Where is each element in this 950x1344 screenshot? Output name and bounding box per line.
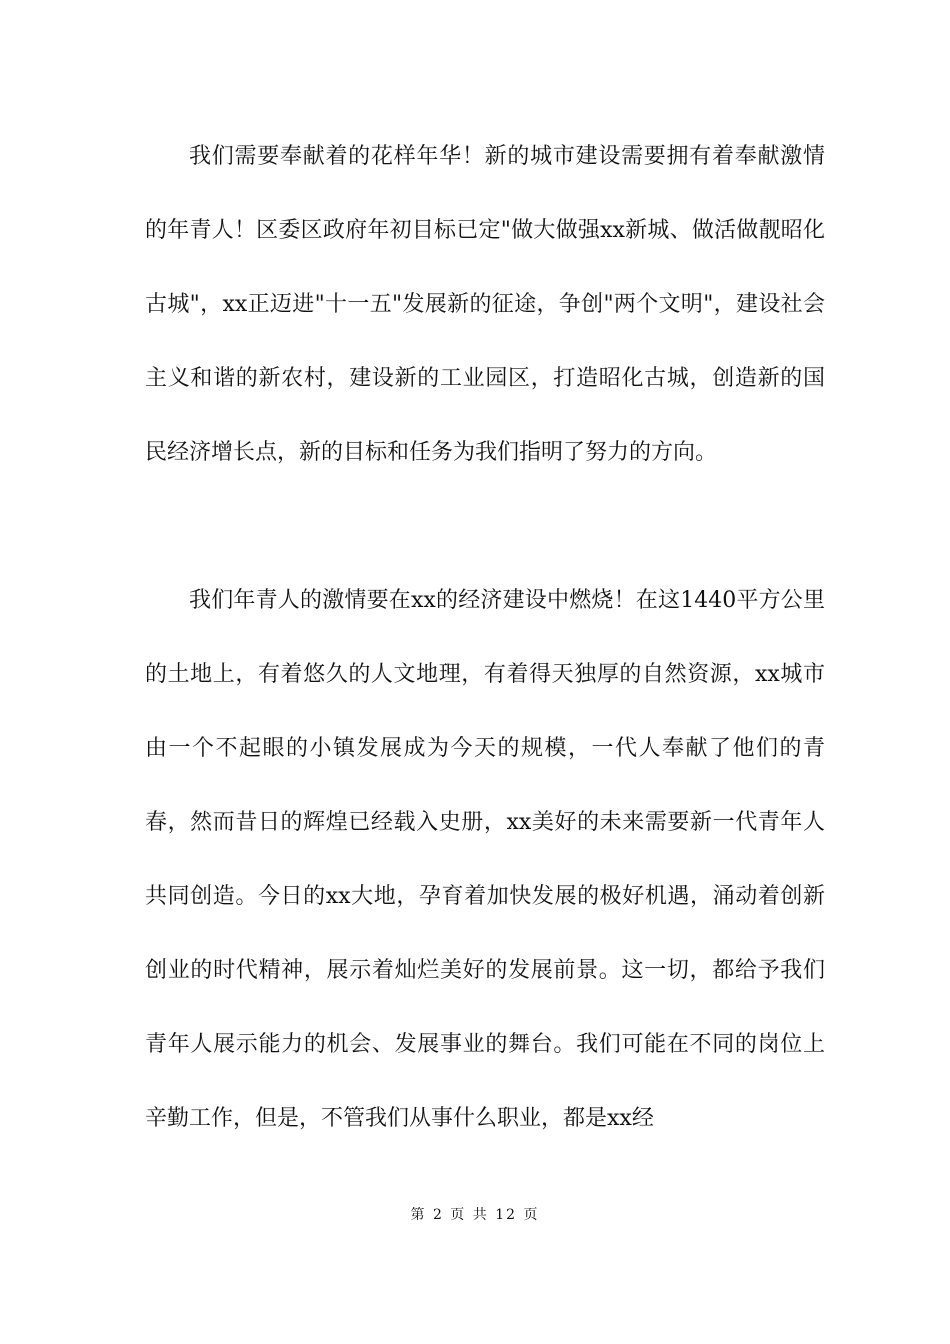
body-paragraph-2: 我们年青人的激情要在xx的经济建设中燃烧！在这1440平方公里的土地上，有着悠久的人文地理，有着得天独厚的自然资源，xx城市由一个不起眼的小镇发展成为今天的规模，一代人奉献了他们的青春，然而昔日的辉煌已经载入史册，xx美好的未来需要新一代青年人共同创造。今日的xx大地，孕育着加快发展的极好机遇，涌动着创新创业的时代精神，展示着灿烂美好的发展前景。这一切，都给予我们青年人展示能力的机会、发展事业的舞台。我们可能在不同的岗位上辛勤工作，但是，不管我们从事什么职业，都是xx经 [145,588,825,1131]
body-paragraph-1: 我们需要奉献着的花样年华！新的城市建设需要拥有着奉献激情的年青人！区委区政府年初目标已定"做大做强xx新城、做活做靓昭化古城"，xx正迈进"十一五"发展新的征途，争创"两个文明"，建设社会主义和谐的新农村，建设新的工业园区，打造昭化古城，创造新的国民经济增长点，新的目标和任务为我们指明了努力的方向。 [145,144,825,465]
page-footer: 第 2 页 共 12 页 [410,1207,540,1223]
